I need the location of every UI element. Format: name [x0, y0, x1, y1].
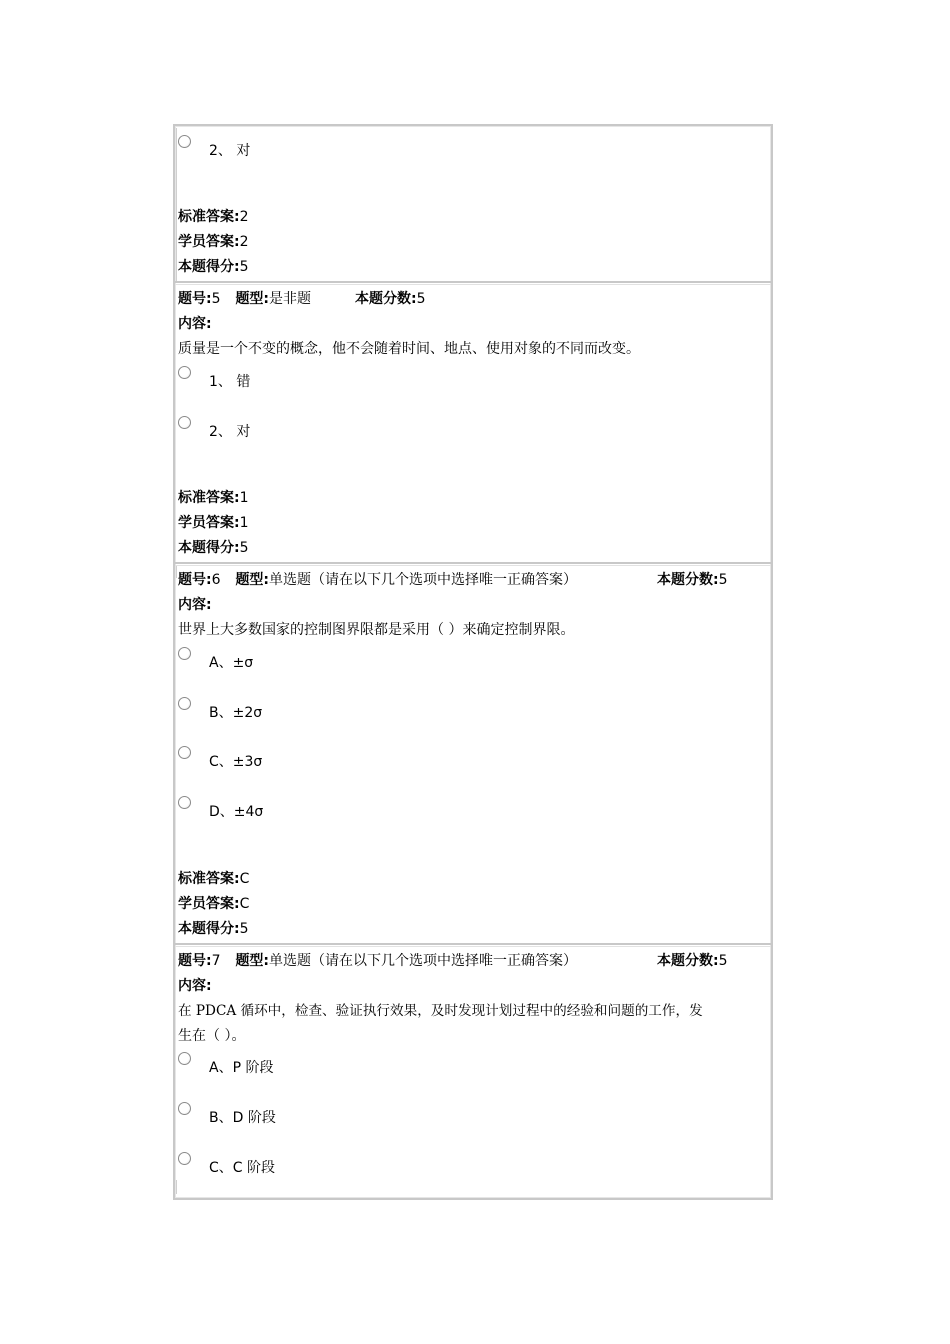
q6-option-d-label[interactable]: D、±4σ [209, 804, 264, 820]
q5-option-1-radio[interactable] [178, 366, 191, 379]
q6-option-b-radio[interactable] [178, 697, 191, 710]
got-score-label: 本题得分: [178, 259, 240, 275]
q7-option-c-label[interactable]: C、C 阶段 [209, 1160, 276, 1176]
question-separator [175, 943, 771, 947]
q5-standard-answer [178, 488, 249, 508]
q6-header [178, 570, 577, 590]
q5-number: 5 [211, 291, 221, 307]
q7-option-b-label[interactable]: B、D 阶段 [209, 1110, 276, 1126]
got-score-value: 5 [239, 540, 249, 556]
q5-score [355, 289, 426, 309]
q6-score [657, 570, 728, 590]
q4-student-answer [178, 232, 249, 252]
q5-type: 是非题 [269, 291, 312, 307]
frame-inner-line [176, 566, 177, 578]
standard-answer-value: 2 [239, 209, 249, 225]
got-score-label: 本题得分: [178, 540, 240, 556]
score-label: 本题分数: [657, 953, 719, 969]
q6-option-a-label[interactable]: A、±σ [209, 655, 254, 671]
q7-score [657, 951, 728, 971]
got-score-value: 5 [239, 921, 249, 937]
q5-header [178, 289, 311, 309]
q4-option-label[interactable]: 2、 对 [209, 143, 251, 159]
q6-student-answer [178, 894, 249, 914]
type-label: 题型: [235, 572, 270, 588]
q7-content-label: 内容: [178, 978, 212, 994]
score-label: 本题分数: [657, 572, 719, 588]
q6-option-d-radio[interactable] [178, 796, 191, 809]
type-label: 题型: [235, 953, 270, 969]
q6-option-b-label[interactable]: B、±2σ [209, 705, 263, 721]
number-label: 题号: [178, 953, 212, 969]
q6-content-label: 内容: [178, 597, 212, 613]
standard-answer-label: 标准答案: [178, 490, 240, 506]
q5-option-1-label[interactable]: 1、 错 [209, 374, 251, 390]
q5-content: 质量是一个不变的概念，他不会随着时间、地点、使用对象的不同而改变。 [178, 341, 640, 357]
student-answer-label: 学员答案: [178, 896, 240, 912]
q5-score-value: 5 [416, 291, 426, 307]
q6-option-c-label[interactable]: C、±3σ [209, 754, 263, 770]
q7-score-value: 5 [718, 953, 728, 969]
q4-standard-answer [178, 207, 249, 227]
got-score-label: 本题得分: [178, 921, 240, 937]
student-answer-label: 学员答案: [178, 515, 240, 531]
q7-number: 7 [211, 953, 221, 969]
q7-option-c-radio[interactable] [178, 1152, 191, 1165]
q6-got-score [178, 919, 249, 939]
q4-got-score [178, 257, 249, 277]
q7-type: 单选题（请在以下几个选项中选择唯一正确答案） [269, 953, 578, 969]
q6-score-value: 5 [718, 572, 728, 588]
q7-option-a-label[interactable]: A、P 阶段 [209, 1060, 274, 1076]
q5-option-2-radio[interactable] [178, 416, 191, 429]
q5-option-2-label[interactable]: 2、 对 [209, 424, 251, 440]
question-separator [175, 281, 771, 285]
q6-standard-answer [178, 869, 249, 889]
student-answer-value: 1 [239, 515, 249, 531]
standard-answer-value: 1 [239, 490, 249, 506]
q6-option-a-radio[interactable] [178, 647, 191, 660]
frame-inner-line [176, 128, 177, 282]
q4-option-radio[interactable] [178, 135, 191, 148]
q5-content-label: 内容: [178, 316, 212, 332]
q5-got-score [178, 538, 249, 558]
q6-type: 单选题（请在以下几个选项中选择唯一正确答案） [269, 572, 578, 588]
student-answer-value: 2 [239, 234, 249, 250]
q7-content-line-1: 在 PDCA 循环中，检查、验证执行效果，及时发现计划过程中的经验和问题的工作，发 [178, 1003, 703, 1019]
frame-inner-line [176, 1180, 177, 1194]
score-label: 本题分数: [355, 291, 417, 307]
student-answer-label: 学员答案: [178, 234, 240, 250]
type-label: 题型: [235, 291, 270, 307]
q7-option-b-radio[interactable] [178, 1102, 191, 1115]
standard-answer-value: C [239, 871, 250, 887]
number-label: 题号: [178, 572, 212, 588]
got-score-value: 5 [239, 259, 249, 275]
q6-number: 6 [211, 572, 221, 588]
standard-answer-label: 标准答案: [178, 209, 240, 225]
q7-content-line-2: 生在（ ）。 [178, 1028, 246, 1044]
q6-option-c-radio[interactable] [178, 746, 191, 759]
q6-content: 世界上大多数国家的控制图界限都是采用（ ）来确定控制界限。 [178, 622, 575, 638]
exam-results-frame [173, 124, 773, 1200]
standard-answer-label: 标准答案: [178, 871, 240, 887]
question-separator [175, 562, 771, 566]
student-answer-value: C [239, 896, 250, 912]
q7-header [178, 951, 577, 971]
q5-student-answer [178, 513, 249, 533]
q7-option-a-radio[interactable] [178, 1052, 191, 1065]
number-label: 题号: [178, 291, 212, 307]
